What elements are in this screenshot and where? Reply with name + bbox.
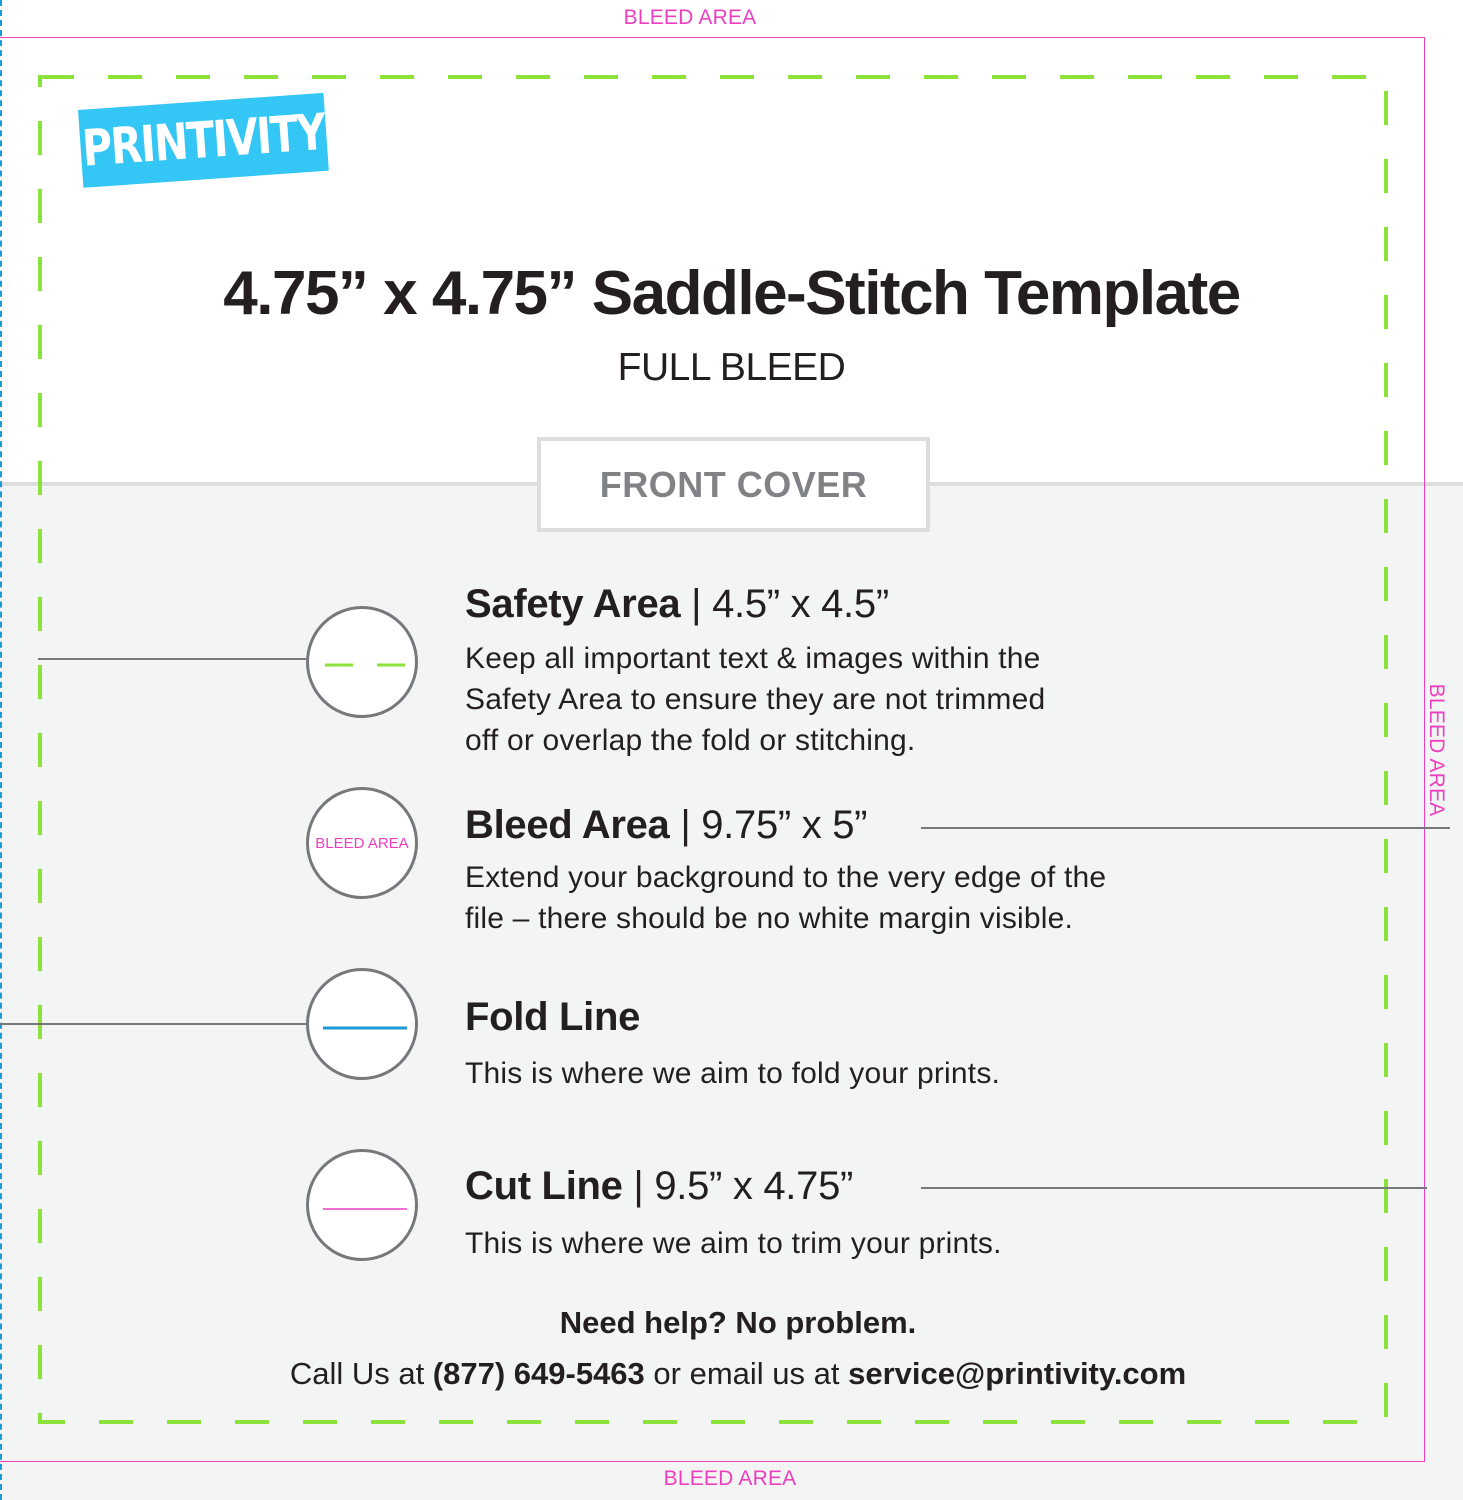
page-subtitle: FULL BLEED — [617, 346, 846, 389]
email-address[interactable]: service@printivity.com — [848, 1356, 1187, 1391]
bleed-area-separator: | — [669, 803, 702, 847]
cut-line-line-1: This is where we aim to trim your prints. — [465, 1227, 1002, 1260]
cut-line-separator: | — [622, 1164, 655, 1208]
bleed-area-label-top: BLEED AREA — [623, 6, 757, 29]
email-prefix: or email us at — [644, 1356, 849, 1391]
safety-area-pointer-line — [38, 658, 306, 660]
bleed-area-description — [465, 857, 1265, 939]
fold-line-description — [465, 1053, 1225, 1094]
bleed-area-size: 9.75” x 5” — [701, 803, 868, 847]
bleed-area-label-right: BLEED AREA — [1425, 683, 1448, 817]
cut-line-top — [0, 37, 1425, 38]
bleed-area-pointer-line — [921, 827, 1450, 829]
bleed-area-heading — [465, 803, 867, 848]
cut-line-bottom — [0, 1461, 1425, 1462]
safety-area-line-1: Keep all important text & images within the — [465, 642, 1041, 675]
safety-area-description — [465, 638, 1225, 761]
cut-line-title: Cut Line — [465, 1164, 623, 1208]
page-title: 4.75” x 4.75” Saddle-Stitch Template — [223, 259, 1240, 328]
bleed-area-line-1: Extend your background to the very edge of the — [465, 861, 1107, 894]
cut-line-icon — [306, 1149, 418, 1261]
cut-line-size: 9.5” x 4.75” — [654, 1164, 854, 1208]
safety-area-size: 4.5” x 4.5” — [712, 582, 889, 626]
help-heading: Need help? No problem. — [559, 1305, 917, 1340]
safety-area-line-3: off or overlap the fold or stitching. — [465, 724, 916, 757]
bleed-area-label-bottom: BLEED AREA — [663, 1467, 797, 1490]
safety-area-heading — [465, 582, 889, 627]
fold-line-icon — [306, 968, 418, 1080]
fold-line-heading — [465, 995, 640, 1040]
fold-line-line-1: This is where we aim to fold your prints. — [465, 1057, 1001, 1090]
bleed-area-icon-label: BLEED AREA — [315, 834, 409, 852]
safety-area-icon — [306, 606, 418, 718]
fold-line-title: Fold Line — [465, 995, 641, 1039]
cut-line-description — [465, 1223, 1225, 1264]
safety-area-line-2: Safety Area to ensure they are not trimmed — [465, 683, 1046, 716]
front-cover-label-box — [537, 437, 930, 532]
cut-line-heading — [465, 1164, 853, 1209]
front-cover-label: FRONT COVER — [599, 463, 868, 505]
bleed-area-line-2: file – there should be no white margin visible. — [465, 902, 1074, 935]
safety-area-separator: | — [680, 582, 713, 626]
bleed-area-title: Bleed Area — [465, 803, 670, 847]
printivity-logo — [78, 93, 329, 188]
cut-line-pointer-line — [921, 1187, 1427, 1189]
lower-background — [0, 484, 1463, 1500]
help-contact — [0, 1356, 1463, 1392]
safety-area-title: Safety Area — [465, 582, 681, 626]
call-prefix: Call Us at — [289, 1356, 433, 1391]
logo-text: PRINTIVITY — [80, 102, 327, 178]
bleed-area-icon — [306, 787, 418, 899]
fold-guide-line — [0, 0, 2, 1500]
fold-line-pointer-line — [0, 1023, 306, 1025]
phone-number[interactable]: (877) 649-5463 — [432, 1356, 645, 1391]
